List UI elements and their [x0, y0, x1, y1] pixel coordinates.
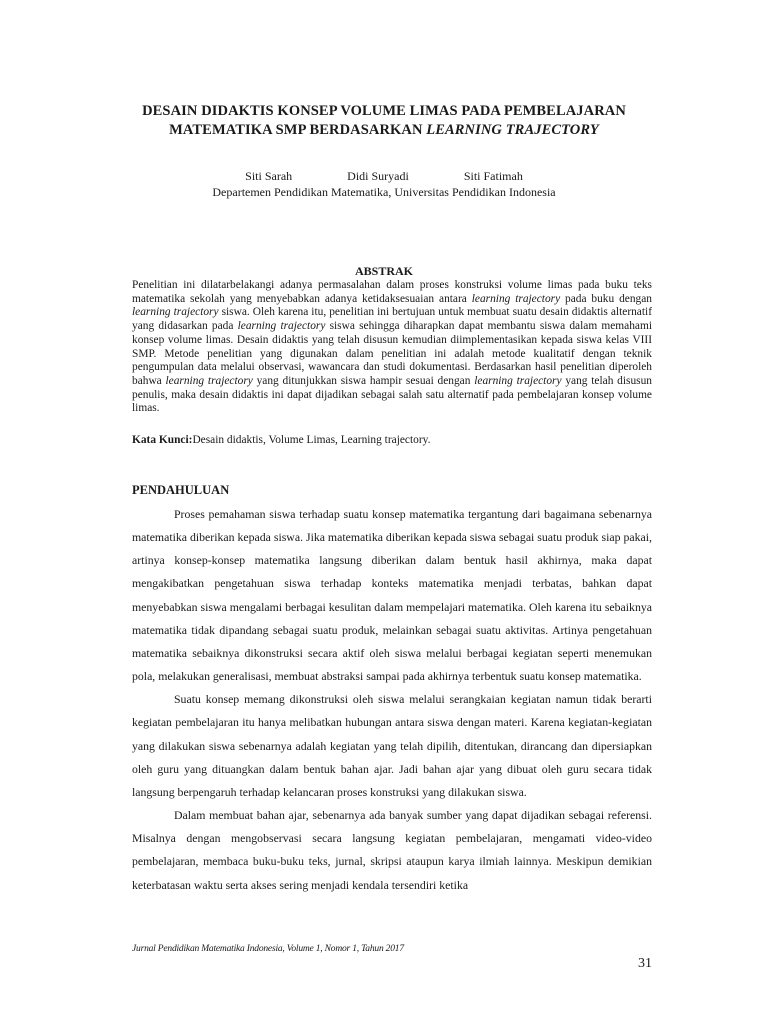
title-line-2-plain: MATEMATIKA SMP BERDASARKAN [169, 122, 427, 138]
author-name: Siti Sarah [245, 169, 293, 183]
abstract-italic-term: learning trajectory [471, 292, 561, 305]
abstract-text-run: siswa. Oleh karena itu, penelitian ini bertujuan untuk membuat suatu desain didaktis alternatif yang didasarkan pada [132, 306, 652, 333]
author-affiliation: Departemen Pendidikan Matematika, Universitas Pendidikan Indonesia [212, 185, 556, 199]
abstract-text-run: yang telah disusun penulis, maka desain didaktis ini dapat dijadikan sebagai salah satu alternatif pada pembelajaran konsep volume limas. [132, 374, 652, 415]
abstract-text-run: Penelitian ini dilatarbelakangi adanya permasalahan dalam proses konstruksi volume limas pada buku teks matematika sekolah yang menyebabkan adanya ketidaksesuaian antara [132, 279, 652, 305]
title-line-2-italic: LEARNING TRAJECTORY [426, 122, 599, 138]
abstract-italic-term: learning trajectory [132, 306, 219, 319]
paper-title [100, 102, 668, 140]
author-list [100, 168, 668, 185]
abstract-italic-term: learning trajectory [474, 374, 562, 387]
abstract-text-run: yang ditunjukkan siswa hampir sesuai dengan [252, 374, 475, 387]
keywords-label: Kata Kunci: [132, 434, 193, 446]
title-line-2 [100, 121, 668, 140]
abstract-text-run: pada buku dengan [560, 292, 652, 305]
abstract-italic-term: learning trajectory [165, 374, 253, 387]
abstract-heading: ABSTRAK [354, 264, 413, 278]
body-paragraph: Dalam membuat bahan ajar, sebenarnya ada banyak sumber yang dapat dijadikan sebagai referensi. Misalnya dengan mengobservasi secara langsung kegiatan pembelajaran, mengamati video-video pembelajaran, membaca buku-buku teks, jurnal, skripsi ataupun karya ilmiah lainnya. Meskipun demikian keterbatasan waktu serta akses sering menjadi kendala tersendiri ketika [132, 808, 652, 892]
title-line-1: DESAIN DIDAKTIS KONSEP VOLUME LIMAS PADA PEMBELAJARAN [142, 103, 626, 119]
body-paragraph: Suatu konsep memang dikonstruksi oleh siswa melalui serangkaian kegiatan namun tidak berarti kegiatan pembelajaran itu hanya melibatkan hubungan antara siswa dengan materi. Karena kegiatan-kegiatan yang dilakukan siswa sebenarnya adalah kegiatan yang telah dipilih, ditentukan, dirancang dan dipersiapkan oleh guru yang dituangkan dalam bentuk bahan ajar. Jadi bahan ajar yang dibuat oleh guru secara tidak langsung berpengaruh terhadap kelancaran proses konstruksi yang dilakukan siswa. [132, 692, 652, 799]
journal-footer: Jurnal Pendidikan Matematika Indonesia, Volume 1, Nomor 1, Tahun 2017 [132, 944, 404, 954]
keywords-value: Desain didaktis, Volume Limas, Learning trajectory. [192, 434, 431, 446]
abstract-italic-term: learning trajectory [237, 320, 326, 333]
page-number: 31 [638, 956, 652, 971]
body-paragraph: Proses pemahaman siswa terhadap suatu konsep matematika tergantung dari bagaimana sebenarnya matematika diberikan kepada siswa. Jika matematika diberikan kepada siswa sebagai suatu produk siap pakai, artinya konsep-konsep matematika langsung diberikan dalam bentuk hasil akhirnya, maka dapat mengakibatkan pengetahuan siswa terhadap konteks matematika menjadi terbatas, bahkan dapat menyebabkan siswa mengalami berbagai kesulitan dalam mempelajari matematika. Oleh karena itu sebaiknya matematika tidak dipandang sebagai suatu produk, melainkan sebagai suatu aktivitas. Artinya pengetahuan matematika sebaiknya dikonstruksi secara aktif oleh siswa melalui berbagai kegiatan seperti menemukan pola, melakukan generalisasi, membuat abstraksi sampai pada akhirnya terbentuk suatu konsep matematika. [132, 507, 652, 684]
abstract-text-run: siswa sehingga diharapkan dapat membantu siswa dalam memahami konsep volume limas. Desain didaktis yang telah disusun kemudian diimplementasikan kepada siswa kelas VIII SMP. Metode penelitian yang digunakan dalam penelitian ini adalah metode kualitatif dengan teknik pengumpulan data melalui observasi, wawancara dan studi dokumentasi. Berdasarkan hasil penelitian diperoleh bahwa [132, 320, 652, 387]
abstract-body [132, 279, 652, 416]
author-name: Siti Fatimah [463, 169, 523, 183]
section-heading: PENDAHULUAN [132, 483, 230, 497]
keywords-line [132, 433, 652, 447]
body-text [132, 503, 652, 897]
author-name: Didi Suryadi [347, 169, 409, 183]
